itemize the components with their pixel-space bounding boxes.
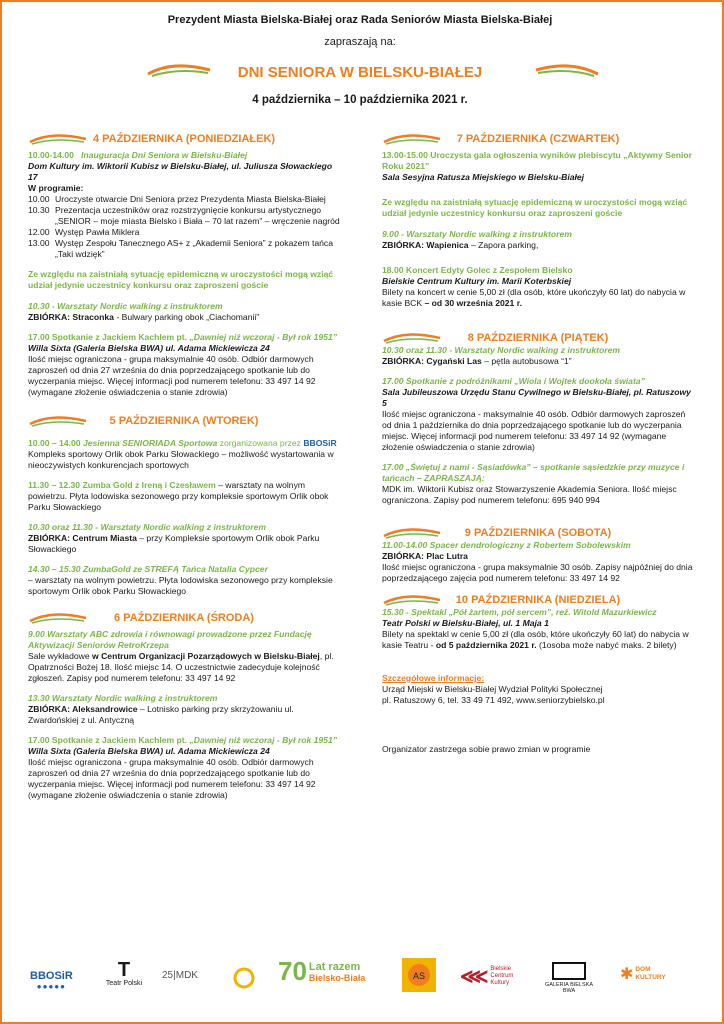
event-nordic: 10.30 oraz 11.30 - Warsztaty Nordic walking z instruktorem ZBIÓRKA: Cygański Las – pętla autobusowa “1” [382, 345, 621, 366]
swoosh-left-icon [146, 62, 212, 78]
event-abc: 9.00 Warsztaty ABC zdrowia i równowagi prowadzone przez Fundację Aktywizacji Seniorów RetroKrzepa Sale wykładowe w Centrum Organizacji Pozarządowych w Bielsku-Białej, pl. Opatrzności Bożej 18. Ilość miejsc 14. O uczestnictwie zadecyduje kolejność zgłoszeń. Zapisy pod numerem telefonu: 33 497 14 92 [28, 629, 334, 683]
event-nordic: 10.30 oraz 11.30 - Warsztaty Nordic walking z instruktorem ZBIÓRKA: Centrum Miasta – przy Kompleksie sportowym Orlik obok Parku Słowackiego [28, 522, 320, 554]
program-item: 10.00 Uroczyste otwarcie Dni Seniora przez Prezydenta Miasta Bielska-Białej [28, 194, 326, 204]
dom-kultury-logo: ✱ DOM KULTURY [620, 966, 666, 983]
program-item: 12.00 Występ Pawła Miklera [28, 227, 140, 237]
day-header-9 [382, 526, 694, 542]
event-nordic: 10.30 - Warsztaty Nordic walking z instruktorem ZBIÓRKA: Straconka - Bulwary parking obok „Ciachomanii” [28, 301, 260, 322]
swoosh-right-icon [534, 62, 600, 78]
info-title: Szczegółowe informacje: [382, 673, 485, 683]
event-play: 15.30 - Spektakl „Pół żartem, pół sercem”, reż. Witold Mazurkiewicz Teatr Polski w Bielsku-Białej, ul. 1 Maja 1 Bilety na spektakl w cenie 5,00 zł (dla osób, które ukończyły 60 lat) do nabycia w kasie Teatru - od 5 października 2021 r. (1osoba może nabyć maks. 2 bilety) [382, 607, 689, 650]
event-neighbours: 17.00 „Świętuj z nami - Sąsiadówka” – spotkanie sąsiedzkie przy muzyce i tańcach – ZAPRASZAJĄ: MDK im. Wiktorii Kubisz oraz Stowarzyszenie Akademia Seniora. Ilość miejsc ograniczona. Zapisy pod numerem telefonu: 695 940 994 [382, 462, 685, 505]
teatr-logo: T Teatr Polski [105, 959, 143, 987]
info-block: Szczegółowe informacje: Urząd Miejski w Bielsku-Białej Wydział Polityki Społecznej pl. Ratuszowy 6, tel. 33 49 71 492, www.seniorzybielsko.pl [382, 673, 605, 705]
day-title: 7 PAŹDZIERNIKA (CZWARTEK) [456, 133, 620, 145]
day-header-8 [382, 331, 694, 347]
organizers-line: Prezydent Miasta Bielska-Białej oraz Rada Seniorów Miasta Bielska-Białej [167, 14, 553, 26]
day-title: 9 PAŹDZIERNIKA (SOBOTA) [464, 527, 612, 539]
day-title: 10 PAŹDZIERNIKA (NIEDZIELA) [455, 594, 621, 606]
epidemic-note: Ze względu na zaistniałą sytuację epidemiczną w uroczystości mogą wziąć udział jedynie uczestnicy konkursu oraz zaproszeni goście [28, 269, 334, 290]
event-meeting: 17.00 Spotkanie z Jackiem Kachlem pt. „Dawniej niż wczoraj - Był rok 1951” Willa Sixta (Galeria Bielska BWA) ul. Adama Mickiewicza 24 Ilość miejsc ograniczona - grupa maksymalnie 40 osób. Odbiór darmowych zaproszeń od dnia 27 września do dnia poprzedzającego spotkanie lub do wyczerpania miejsc. Więcej informacji pod numerem telefonu: 33 497 14 92 (wymagane złożenie oświadczenia o stanie zdrowia) [28, 735, 338, 800]
epidemic-note: Ze względu na zaistniałą sytuację epidemiczną w uroczystości mogą wziąć udział jedynie uczestnicy konkursu oraz zaproszeni goście [382, 197, 688, 218]
day-title: 8 PAŹDZIERNIKA (PIĄTEK) [467, 332, 609, 344]
day-header-10 [382, 593, 694, 609]
event-concert: 18.00 Koncert Edyty Golec z Zespołem Bielsko Bielskie Centrum Kultury im. Marii Koterbskiej Bilety na koncert w cenie 5,00 zł (dla osób, które ukończyły 60 lat) do nabycia w kasie BCK – od 30 września 2021 r. [382, 265, 686, 308]
right-column [382, 132, 694, 755]
day-title: 5 PAŹDZIERNIKA (WTOREK) [109, 415, 259, 427]
program-item: 13.00 Występ Zespołu Tanecznego AS+ z „Akademii Seniora” z pokazem tańca „Taki wdzięk” [28, 238, 334, 259]
event-place: Dom Kultury im. Wiktorii Kubisz w Bielsku-Białej, ul. Juliusza Słowackiego 17 [28, 161, 333, 182]
program-item: 10.30 Prezentacja uczestników oraz rozstrzygnięcie konkursu artystycznego „SENIOR – moje miasta Bielsko i Biała – 70 lat razem” – wręczenie nagród [28, 205, 340, 226]
invite-line: zapraszają na: [324, 36, 396, 48]
akademia-logo-icon [232, 966, 256, 992]
day-title: 4 PAŹDZIERNIKA (PONIEDZIAŁEK) [92, 133, 276, 145]
bbosir-logo: BBOSiR ●●●●● [30, 970, 73, 991]
day-header-6 [28, 611, 340, 627]
event-zumba: 11.30 – 12.30 Zumba Gold z Ireną i Czesławem – warsztaty na wolnym powietrzu. Płyta lodowiska sezonowego przy kompleksie sportowym Orlik obok Parku Słowackiego [28, 480, 329, 512]
event-dates: 4 października – 10 października 2021 r. [252, 94, 468, 106]
anniversary-logo: 70 Lat razem Bielsko-Biała [278, 956, 366, 986]
event-nordic: 9.00 - Warsztaty Nordic walking z instruktorem ZBIÓRKA: Wapienica – Zapora parking, [382, 229, 572, 250]
event-travellers: 17.00 Spotkanie z podróżnikami „Wiola i Wojtek dookoła świata” Sala Jubileuszowa Urzędu Stanu Cywilnego w Bielsku-Białej, pl. Ratuszowy 5 Ilość miejsc ograniczona - maksymalnie 40 osób. Odbiór darmowych zaproszeń od dnia 1 października do dnia poprzedzającego spotkanie lub do wyczerpania miejsc. Więcej informacji pod numerem telefonu: 33 497 14 92 (wymagane złożenie oświadczenia o stanie zdrowia) [382, 376, 691, 452]
svg-text:AS: AS [412, 971, 426, 981]
galeria-logo: GALERIA BIELSKA BWA [544, 962, 594, 994]
left-column [28, 132, 340, 810]
as-logo-icon [402, 958, 436, 994]
day-header-4 [28, 132, 340, 148]
event-title: DNI SENIORA W BIELSKU-BIAŁEJ [237, 64, 483, 81]
day-header-7 [382, 132, 694, 148]
header [0, 14, 720, 106]
bck-logo: ⋘ Bielskie Centrum Kultury [460, 966, 514, 988]
program-label: W programie: [28, 183, 84, 193]
event-nordic: 13.30 Warsztaty Nordic walking z instruktorem ZBIÓRKA: Aleksandrowice – Lotnisko parking przy skrzyżowaniu ul. Zwardońskiej z ul. Antyczną [28, 693, 294, 725]
event-walk: 11.00-14.00 Spacer dendrologiczny z Robertem Sobolewskim ZBIÓRKA: Plac Lutra Ilość miejsc ograniczona - grupa maksymalnie 30 osób. Zapisy najpóźniej do dnia poprzedzającego zajęcia pod numerem telefonu: 33 497 14 92 [382, 540, 693, 583]
logo-bar [20, 956, 700, 1006]
event-zumbagold: 14.30 – 15.30 ZumbaGold ze STREFĄ Tańca Natalia Cypcer – warsztaty na wolnym powietrzu. Płyta lodowiska sezonowego przy kompleksie sportowym Orlik obok Parku Słowackiego [28, 564, 333, 596]
day-header-5 [28, 414, 340, 430]
mdk-logo: 25|MDK [162, 970, 198, 981]
event-inauguration [28, 150, 340, 260]
event-title: Inauguracja Dni Seniora w Bielsku-Białej [81, 150, 248, 160]
event-gala: 13.00-15.00 Uroczysta gala ogłoszenia wyników plebiscytu „Aktywny Senior Roku 2021” Sala Sesyjna Ratusza Miejskiego w Bielsku-Białej [382, 150, 692, 182]
disclaimer: Organizator zastrzega sobie prawo zmian w programie [382, 744, 591, 754]
event-senioriada: 10.00 – 14.00 Jesienna SENIORIADA Sportowa zorganizowana przez BBOSiR Kompleks sportowy Orlik obok Parku Słowackiego – możliwość wystartowania w nieoczywistych konkurencjach sportowych [28, 438, 337, 470]
event-meeting: 17.00 Spotkanie z Jackiem Kachlem pt. „Dawniej niż wczoraj - Był rok 1951” Willa Sixta (Galeria Bielska BWA) ul. Adama Mickiewicza 24 Ilość miejsc ograniczona - grupa maksymalnie 40 osób. Odbiór darmowych zaproszeń od dnia 27 września do dnia poprzedzającego spotkanie lub do wyczerpania miejsc. Więcej informacji pod numerem telefonu: 33 497 14 92 (wymagane złożenie oświadczenia o stanie zdrowia) [28, 332, 338, 397]
day-title: 6 PAŹDZIERNIKA (ŚRODA) [114, 612, 254, 624]
event-time: 10.00-14.00 [28, 150, 74, 160]
